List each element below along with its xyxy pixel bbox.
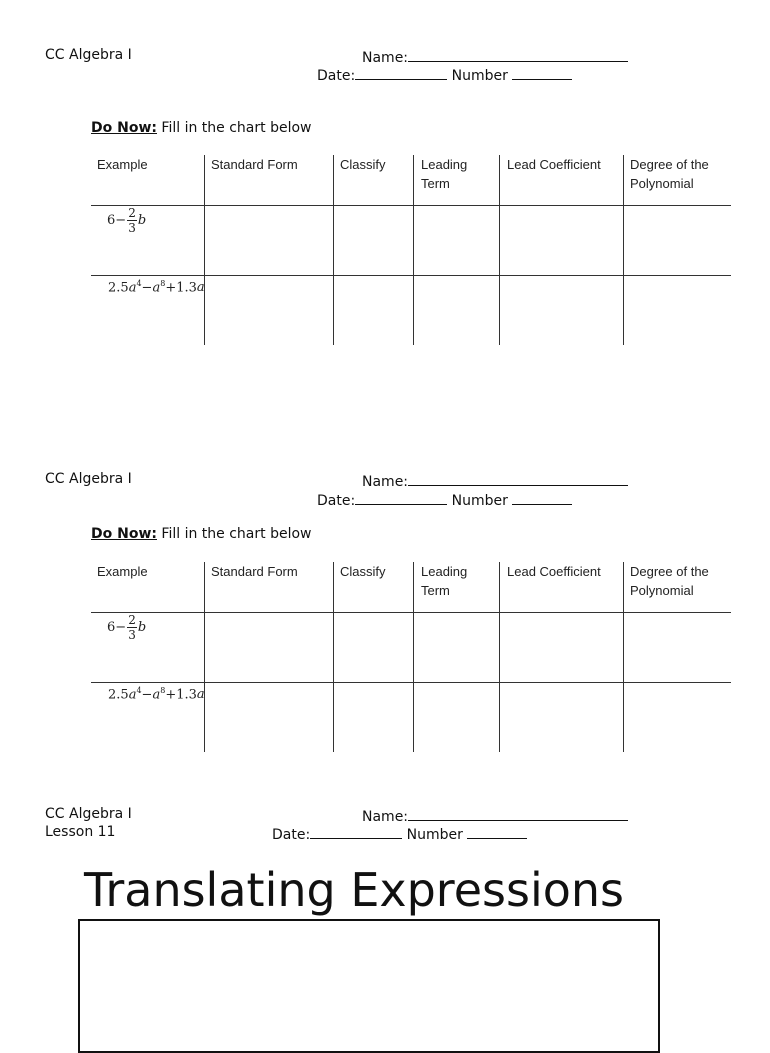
col-header-standard-form: Standard Form	[211, 564, 298, 579]
course-name: CC Algebra I	[45, 471, 132, 487]
row-divider	[91, 275, 731, 276]
name-label: Name:	[362, 474, 409, 490]
row-divider	[91, 612, 731, 613]
col-header-standard-form: Standard Form	[211, 157, 298, 172]
name-label: Name:	[362, 50, 409, 66]
number-blank[interactable]	[467, 824, 527, 839]
col-header-lead-coefficient: Lead Coefficient	[507, 157, 601, 172]
column-divider	[499, 155, 500, 345]
polynomial-table	[91, 155, 731, 345]
column-divider	[413, 155, 414, 345]
name-blank[interactable]	[408, 806, 628, 821]
column-divider	[204, 562, 205, 752]
column-divider	[623, 562, 624, 752]
col-header-leading-term: Leading Term	[421, 564, 468, 598]
do-now-label: Do Now:	[91, 526, 157, 542]
column-divider	[333, 155, 334, 345]
col-header-example: Example	[97, 564, 148, 579]
lesson-number: Lesson 11	[45, 824, 116, 840]
do-now-instruction	[91, 120, 311, 136]
col-header-lead-coefficient: Lead Coefficient	[507, 564, 601, 579]
name-label: Name:	[362, 809, 409, 825]
date-field[interactable]	[317, 490, 572, 509]
date-label: Date:	[272, 827, 311, 843]
column-divider	[499, 562, 500, 752]
column-divider	[204, 155, 205, 345]
date-blank[interactable]	[355, 490, 447, 505]
lesson-title: Translating Expressions	[84, 863, 624, 917]
row-divider	[91, 205, 731, 206]
column-divider	[623, 155, 624, 345]
col-header-leading-term: Leading Term	[421, 157, 468, 191]
number-label: Number	[406, 827, 463, 843]
name-field[interactable]	[362, 471, 628, 490]
col-header-example: Example	[97, 157, 148, 172]
column-divider	[333, 562, 334, 752]
row-divider	[91, 682, 731, 683]
name-blank[interactable]	[408, 47, 628, 62]
date-blank[interactable]	[355, 65, 447, 80]
answer-box[interactable]	[78, 919, 660, 1053]
number-blank[interactable]	[512, 65, 572, 80]
date-label: Date:	[317, 493, 356, 509]
do-now-label: Do Now:	[91, 120, 157, 136]
date-field[interactable]	[317, 65, 572, 84]
col-header-degree: Degree of the Polynomial	[630, 157, 709, 191]
example-1-expression: 6− $\frac{2}{3}$ b	[107, 206, 147, 235]
name-blank[interactable]	[408, 471, 628, 486]
example-2-expression: $2.5a^4-a^8+1.3a$	[108, 279, 205, 296]
do-now-text: Fill in the chart below	[156, 526, 312, 542]
col-header-classify: Classify	[340, 564, 386, 579]
do-now-instruction	[91, 526, 311, 542]
number-label: Number	[451, 68, 508, 84]
name-field[interactable]	[362, 47, 628, 66]
polynomial-table	[91, 562, 731, 752]
col-header-degree: Degree of the Polynomial	[630, 564, 709, 598]
course-name: CC Algebra I	[45, 806, 132, 822]
do-now-text: Fill in the chart below	[156, 120, 312, 136]
example-1-expression: 6− $\frac{2}{3}$ b	[107, 613, 147, 642]
example-2-expression: $2.5a^4-a^8+1.3a$	[108, 686, 205, 703]
number-blank[interactable]	[512, 490, 572, 505]
course-name: CC Algebra I	[45, 47, 132, 63]
number-label: Number	[451, 493, 508, 509]
column-divider	[413, 562, 414, 752]
date-field[interactable]	[272, 824, 527, 843]
name-field[interactable]	[362, 806, 628, 825]
date-blank[interactable]	[310, 824, 402, 839]
col-header-classify: Classify	[340, 157, 386, 172]
date-label: Date:	[317, 68, 356, 84]
